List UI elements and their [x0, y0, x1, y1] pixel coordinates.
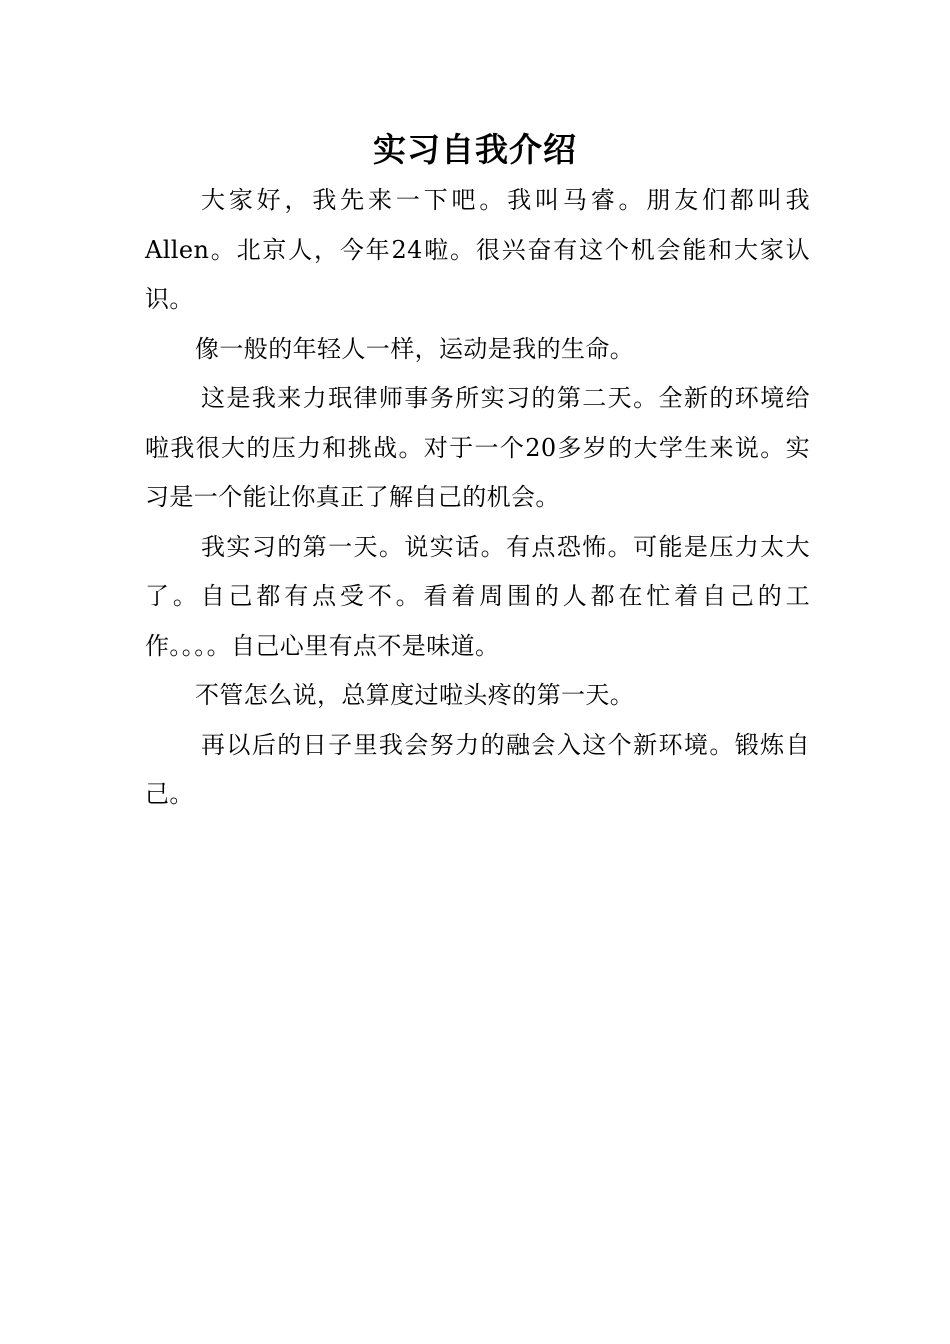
paragraph-greeting: 大家好，我先来一下吧。我叫马睿。朋友们都叫我Allen。北京人，今年24啦。很兴奋有这个机会能和大家认识。 [145, 186, 810, 313]
paragraph-internship: 这是我来力珉律师事务所实习的第二天。全新的环境给啦我很大的压力和挑战。对于一个20多岁的大学生来说。实习是一个能让你真正了解自己的机会。 [145, 384, 810, 511]
paragraph-survived: 不管怎么说，总算度过啦头疼的第一天。 [195, 681, 635, 709]
paragraph-hobby: 像一般的年轻人一样，运动是我的生命。 [195, 334, 635, 363]
document-title: 实习自我介绍 [373, 130, 577, 169]
document-body [145, 176, 810, 820]
paragraph-first-day: 我实习的第一天。说实话。有点恐怖。可能是压力太大了。自己都有点受不。看着周围的人都在忙着自己的工作。。。。自己心里有点不是味道。 [145, 532, 810, 660]
paragraph-future: 再以后的日子里我会努力的融会入这个新环境。锻炼自己。 [145, 730, 810, 808]
